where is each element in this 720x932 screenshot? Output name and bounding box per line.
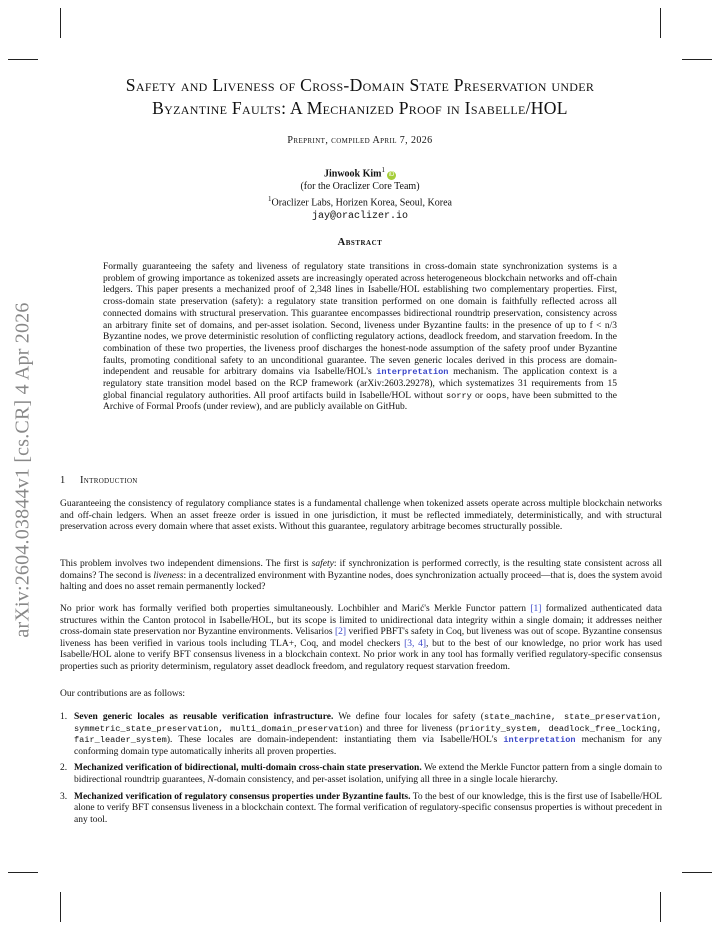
- section-title: Introduction: [80, 475, 138, 486]
- item-text: ) and three for liveness (: [359, 723, 460, 734]
- item-text: To the best of our knowledge, this is the first use of Isabelle/HOL alone to verify BFT consensus liveness in a blockchain context. The formal verification of regulatory-specific consensus properties is without precedent in any tool.: [74, 791, 662, 825]
- paragraph-2: [60, 559, 662, 594]
- crop-mark: [660, 892, 661, 922]
- abstract-text: Formally guaranteeing the safety and liveness of regulatory state transitions in cross-domain state synchronization systems is a problem of growing importance as tokenized assets are increasingly operated across heterogeneous blockchain networks and off-chain ledgers. This paper presents a mechanized proof of 2,348 lines in Isabelle/HOL establishing two complementary properties. First, cross-domain state preservation (safety): a regulatory state transition performed on one domain is faithfully reflected across all connected domains with structural preservation. This guarantee encompasses bidirectional roundtrip preservation, consistency across an arbitrary finite set of domains, and per-asset isolation. Second, liveness under Byzantine faults: in the presence of up to f < n/3 Byzantine nodes, we prove deterministic resolution of conflicting regulatory actions, deadlock freedom, and starvation freedom. In the combination of these two properties, the liveness proof discharges the honest-node assumption of the safety proof under Byzantine faults, promoting conditional safety to an unconditional guarantee. The seven generic locales derived in this process are domain-independent and reusable for arbitrary domains via Isabelle/HOL's: [103, 262, 617, 378]
- item-heading: Mechanized verification of bidirectional, multi-domain cross-chain state preservation.: [74, 763, 422, 774]
- para-text: : in a decentralized environment with Byzantine nodes, does synchronization actually proceed—that is, does the system avoid halting and does no asset remain permanently locked?: [60, 570, 662, 593]
- item-text: mechanism for any conforming domain type automatically inherits all proven properties.: [74, 735, 662, 757]
- list-item: [60, 763, 662, 786]
- interpretation-keyword: interpretation: [503, 735, 576, 746]
- item-heading: Seven generic locales as reusable verification infrastructure.: [74, 712, 334, 722]
- item-text: We define four locales for safety (: [333, 712, 484, 722]
- crop-mark: [682, 59, 712, 60]
- title-line-1: Safety and Liveness of Cross-Domain State Preservation under: [125, 75, 595, 95]
- para-text: , but to the best of our knowledge, no prior work has used Isabelle/HOL alone to verify BFT consensus liveness in a blockchain context. No prior work in any tool has formally verified regulatory-specific consensus properties such as priority determinism, regulatory asset deadlock freedom, and regulatory request starvation freedom.: [60, 638, 662, 672]
- item-number: 1.: [60, 712, 68, 722]
- affiliation-sup: 1: [268, 195, 272, 204]
- list-item: [60, 712, 662, 758]
- item-text: ). These locales are domain-independent: instantiating them via Isabelle/HOL's: [166, 735, 504, 746]
- abstract-heading: Abstract: [337, 237, 383, 248]
- section-number: 1: [60, 475, 66, 486]
- item-heading: Mechanized verification of regulatory consensus properties under Byzantine faults.: [74, 791, 411, 802]
- preprint-date: Preprint, compiled April 7, 2026: [287, 135, 433, 146]
- item-number: 2.: [60, 763, 68, 774]
- paragraph-3: [60, 604, 662, 674]
- citation-link[interactable]: [3, 4]: [404, 638, 427, 649]
- para-text: No prior work has formally verified both properties simultaneously. Lochbihler and Marić's Merkle Functor pattern: [60, 604, 531, 614]
- para-text: This problem involves two independent dimensions. The first is: [60, 559, 312, 569]
- paragraph-4: Our contributions are as follows:: [60, 689, 186, 699]
- author-name: Jinwook Kim: [323, 168, 382, 180]
- item-number: 3.: [60, 791, 68, 802]
- crop-mark: [8, 59, 38, 60]
- abstract-text: or: [471, 390, 486, 401]
- author-block: [60, 164, 660, 223]
- orcid-icon[interactable]: iD: [388, 172, 395, 179]
- locale-names: priority_system, deadlock_free_locking, fair_leader_system: [74, 723, 663, 746]
- crop-mark: [8, 872, 38, 873]
- locale-names: state_machine, state_preservation, symmetric_state_preservation, multi_domain_preservation: [74, 712, 662, 734]
- item-math: N: [207, 774, 214, 785]
- item-text: -domain consistency, and per-asset isolation, unifying all three in a single locale hierarchy.: [213, 774, 558, 785]
- citation-link[interactable]: [1]: [530, 604, 542, 614]
- emph-liveness: liveness: [153, 570, 184, 581]
- abstract-text: mechanism. The application context is a regulatory state transition model based on the RCP framework (arXiv:2603.29278), which systematizes 31 requirements from 15 global financial regulatory authorities. All proof artifacts build in Isabelle/HOL without: [103, 367, 618, 401]
- crop-mark: [60, 892, 61, 922]
- interpretation-keyword: interpretation: [376, 367, 449, 378]
- arxiv-sidebar: [8, 300, 38, 640]
- arxiv-identifier: arXiv:2604.03844v1 [cs.CR] 4 Apr 2026: [11, 302, 34, 638]
- crop-mark: [660, 8, 661, 38]
- author-email[interactable]: jay@oraclizer.io: [311, 210, 408, 222]
- citation-link[interactable]: [2]: [335, 627, 347, 638]
- emph-safety: safety: [311, 559, 334, 569]
- abstract-text: , have been submitted to the Archive of Formal Proofs (under review), and are publicly available on GitHub.: [103, 390, 617, 413]
- author-affiliation: Oraclizer Labs, Horizen Korea, Seoul, Korea: [271, 197, 452, 209]
- para-text: formalized authenticated data structures within the Canton protocol in Isabelle/HOL, but its scope is limited to unidirectional data integrity within a single domain; it addresses neither cross-domain state preservation nor Byzantine environments. Velisarios: [60, 604, 662, 638]
- item-text: We extend the Merkle Functor pattern from a single domain to bidirectional roundtrip guarantees,: [74, 763, 662, 785]
- paper-title: [60, 74, 660, 120]
- para-text: verified PBFT's safety in Coq, but liveness was out of scope. Byzantine consensus liveness has been verified in various tools including TLA+, Coq, and model checkers: [60, 627, 662, 649]
- crop-mark: [60, 8, 61, 38]
- title-line-2: Byzantine Faults: A Mechanized Proof in Isabelle/HOL: [152, 98, 568, 118]
- para-text: : if synchronization is performed correctly, is the resulting state consistent across all domains? The second is: [60, 559, 663, 581]
- section-heading: [60, 475, 138, 486]
- crop-mark: [682, 872, 712, 873]
- abstract-body: [103, 262, 617, 414]
- paragraph-1: Guaranteeing the consistency of regulatory compliance states is a fundamental challenge when tokenized assets operate across multiple blockchain networks and off-chain ledgers. When an asset freeze order is issued in one jurisdiction, it must be reflected immediately, deterministically, and with structural preservation across every domain where that asset exists. Without this guarantee, regulatory arbitrage becomes structurally possible.: [60, 499, 662, 533]
- author-team: (for the Oraclizer Core Team): [300, 181, 420, 193]
- list-item: [60, 792, 662, 827]
- contributions-list: [60, 712, 662, 831]
- code-sorry: sorry: [446, 390, 472, 401]
- author-sup: 1: [381, 166, 385, 174]
- code-oops: oops: [486, 390, 507, 401]
